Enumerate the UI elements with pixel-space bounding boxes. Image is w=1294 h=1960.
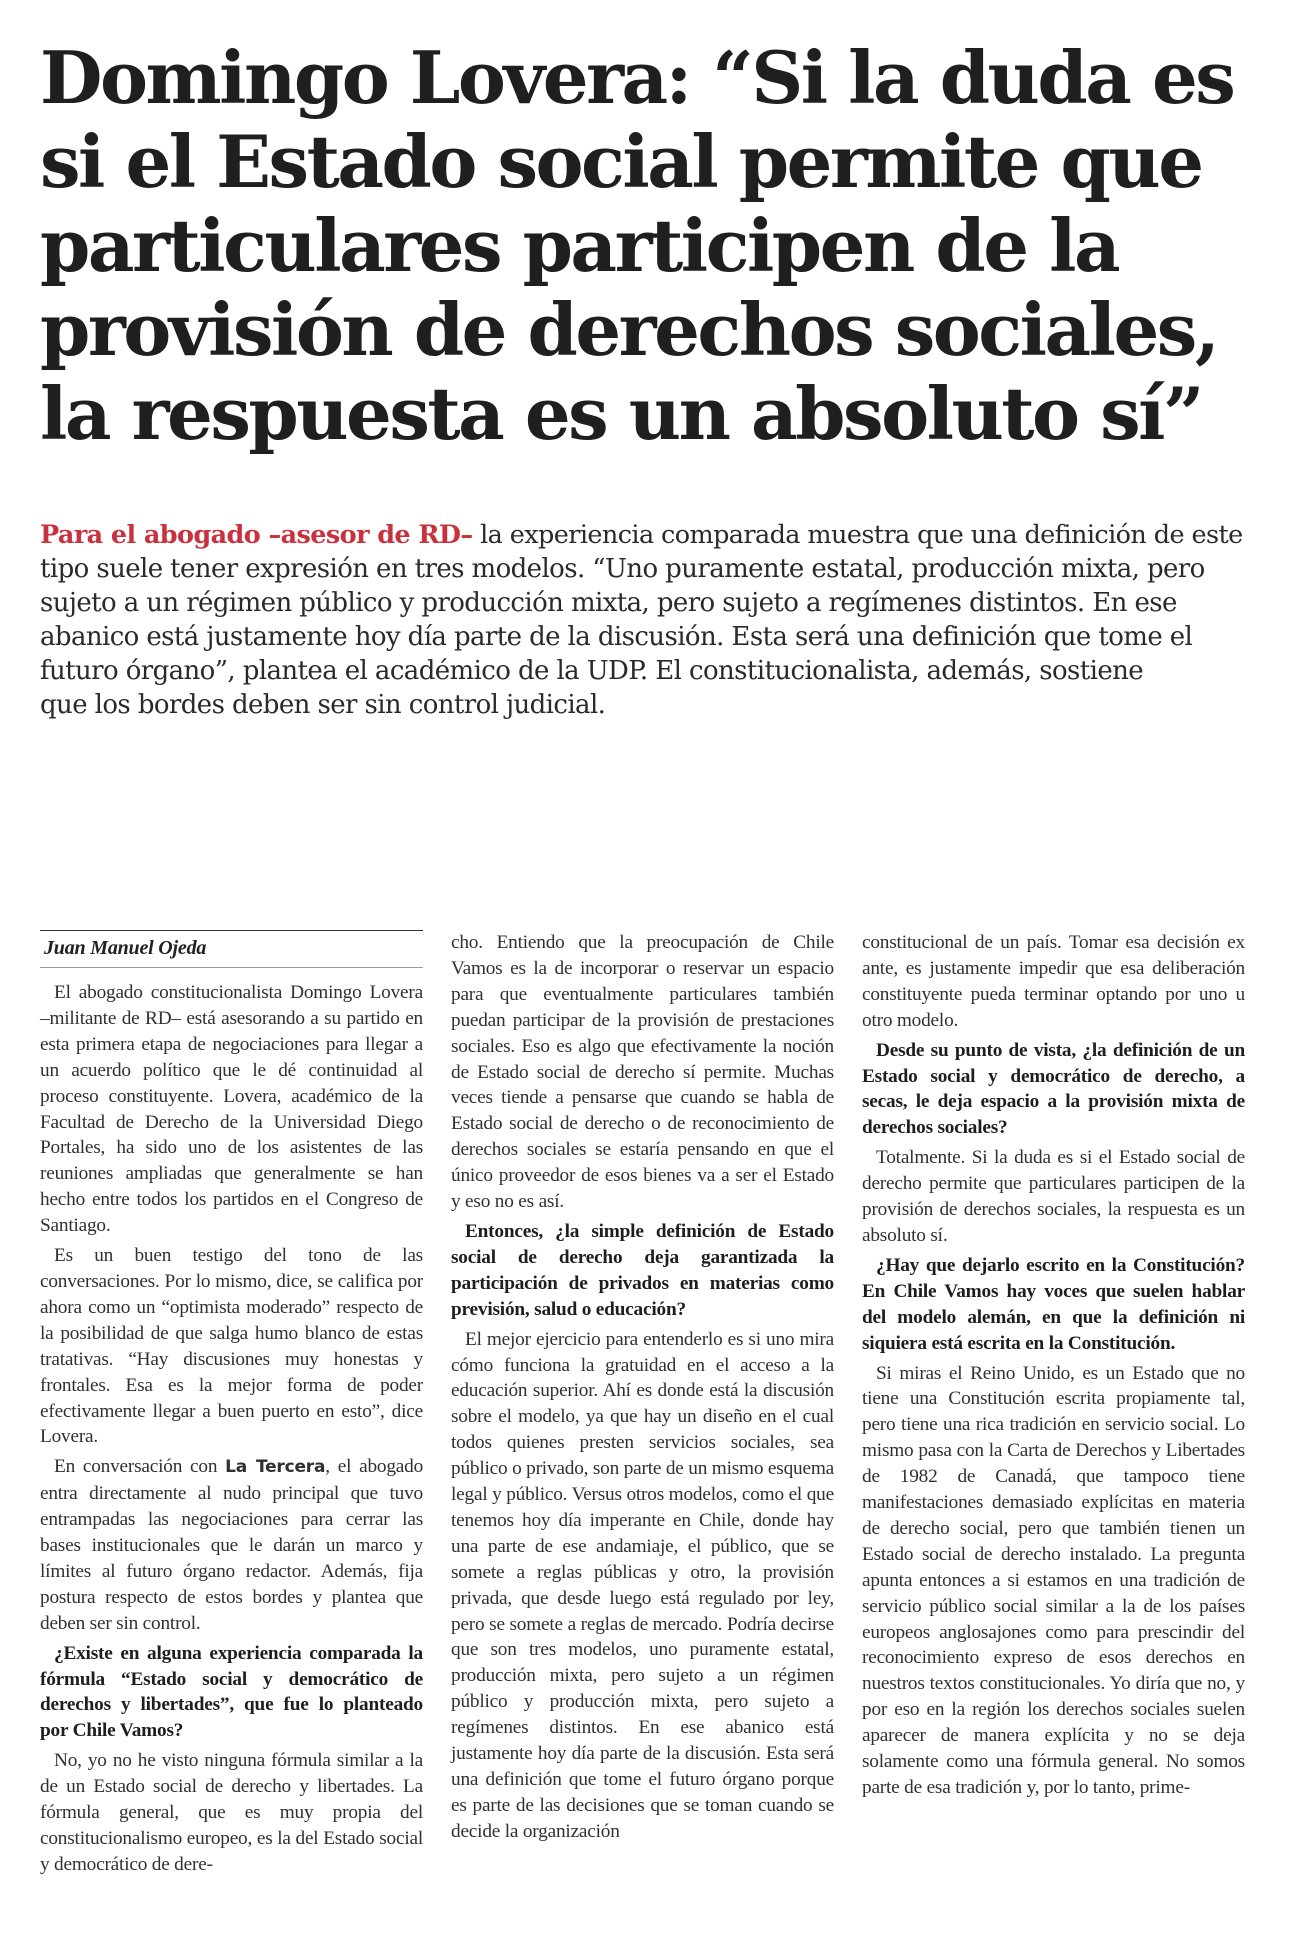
- headline-line: provisión de derechos sociales,: [40, 287, 1218, 372]
- lead-line: [40, 518, 1245, 552]
- lead-line: sujeto a un régimen público y producción mixta, pero sujeto a regímenes distintos. En ese: [40, 588, 1177, 618]
- interview-answer: Si miras el Reino Unido, es un Estado que no tiene una Constitución escrita propiamente tal, pero tiene una rica tradición en servicio social. Lo mismo pasa con la Carta de Derechos y Libertades de 1982 de Canadá, que tampoco tiene manifestaciones demasiado explícitas en materia de derecho social, pero que también tienen un Estado social de derecho instalado. La pregunta apunta entonces a si estamos en una tradición de servicio público social similar a la de los países europeos anglosajones como para prescindir del reconocimiento expreso de esos derechos en nuestros textos constitucionales. Yo diría que no, y por eso en la región los derechos sociales suelen aparecer de manera explícita y no se deja solamente como una fórmula general. No somos parte de esa tradición y, por lo tanto, prime-: [862, 1362, 1245, 1798]
- article-column-3: [862, 930, 1245, 1940]
- body-paragraph: El abogado constitucionalista Domingo Lovera –militante de RD– está asesorando a su partido en esta primera etapa de negociaciones para llegar a un acuerdo político que le dé continuidad al proceso constituyente. Lovera, académico de la Facultad de Derecho de la Universidad Diego Portales, ha sido uno de los asistentes de las reuniones ampliadas que generalmente se han hecho entre todos los partidos en el Congreso de Santiago.: [40, 982, 423, 1237]
- interview-question: ¿Hay que dejarlo escrito en la Constitución? En Chile Vamos hay voces que suelen hablar del modelo alemán, en que la definición ni siquiera está escrita en la Constitución.: [862, 1254, 1245, 1354]
- article-body: [40, 930, 1245, 1940]
- headline: [40, 36, 1260, 456]
- body-text: En conversación con: [54, 1456, 226, 1478]
- body-paragraph: constitucional de un país. Tomar esa decisión ex ante, es justamente impedir que esa deliberación constituyente pueda terminar optando por uno u otro modelo.: [862, 932, 1245, 1031]
- lead-line: tipo suele tener expresión en tres modelos. “Uno puramente estatal, producción mixta, pero: [40, 554, 1205, 584]
- lead-kicker: Para el abogado –asesor de RD–: [40, 520, 473, 550]
- interview-question: ¿Existe en alguna experiencia comparada la fórmula “Estado social y democrático de derechos y libertades”, que fue lo planteado por Chile Vamos?: [40, 1642, 423, 1742]
- interview-question: Entonces, ¿la simple definición de Estado social de derecho deja garantizada la participación de privados en materias como previsión, salud o educación?: [451, 1220, 834, 1320]
- newspaper-name: La Tercera: [225, 1457, 326, 1478]
- body-paragraph: [40, 1454, 423, 1636]
- interview-answer: Totalmente. Si la duda es si el Estado social de derecho permite que particulares participen de la provisión de derechos sociales, la respuesta es un absoluto sí.: [862, 1147, 1245, 1246]
- byline: Juan Manuel Ojeda: [40, 930, 423, 968]
- article-column-2: [451, 930, 834, 1940]
- lead-line: abanico está justamente hoy día parte de la discusión. Esta será una definición que tome el: [40, 622, 1193, 652]
- body-text: , el abogado entra directamente al nudo principal que tuvo entrampadas las negociaciones para cerrar las bases institucionales que le darán un marco y límites al futuro órgano redactor. Además, fija postura respecto de estos bordes y plantea que deben ser sin control.: [40, 1456, 424, 1634]
- headline-line: Domingo Lovera: “Si la duda es: [40, 35, 1234, 120]
- lead-line-rest: la experiencia comparada muestra que una definición de este: [472, 520, 1243, 550]
- lead-paragraph: [40, 518, 1245, 722]
- article-column-1: [40, 930, 423, 1940]
- headline-line: si el Estado social permite que: [40, 119, 1202, 204]
- interview-answer: El mejor ejercicio para entenderlo es si uno mira cómo funciona la gratuidad en el acceso a la educación superior. Ahí es donde está la discusión sobre el modelo, ya que hay un diseño en el cual todos quienes presten servicios sociales, sea público o privado, son parte de un mismo esquema legal y público. Versus otros modelos, como el que tenemos hoy día imperante en Chile, donde hay una parte de ese andamiaje, el público, que se somete a reglas públicas y otro, la provisión privada, que desde luego está regulado por ley, pero se somete a reglas de mercado. Podría decirse que son tres modelos, uno puramente estatal, producción mixta, pero sujeto a un régimen público y producción mixta, pero sujeto a regímenes distintos. En ese abanico está justamente hoy día parte de la discusión. Esta será una definición que tome el futuro órgano porque es parte de las decisiones que se toman cuando se decide la organización: [451, 1328, 834, 1842]
- headline-line: particulares participen de la: [40, 203, 1119, 288]
- lead-line: que los bordes deben ser sin control judicial.: [40, 690, 606, 720]
- lead-line: futuro órgano”, plantea el académico de la UDP. El constitucionalista, además, sostiene: [40, 656, 1144, 686]
- interview-question: Desde su punto de vista, ¿la definición de un Estado social y democrático de derecho, a secas, le deja espacio a la provisión mixta de derechos sociales?: [862, 1039, 1245, 1139]
- interview-answer: No, yo no he visto ninguna fórmula similar a la de un Estado social de derecho y libertades. La fórmula general, que es muy propia del constitucionalismo europeo, es la del Estado social y democrático de dere-: [40, 1750, 423, 1875]
- body-paragraph: cho. Entiendo que la preocupación de Chile Vamos es la de incorporar o reservar un espacio para que eventualmente particulares también puedan participar de la provisión de prestaciones sociales. Eso es algo que efectivamente la noción de Estado social de derecho sí permite. Muchas veces tiende a pensarse que cuando se habla de Estado social de derecho o de reconocimiento de derechos sociales se estaría pensando en que el único proveedor de esos bienes va a ser el Estado y eso no es así.: [451, 932, 834, 1213]
- body-paragraph: Es un buen testigo del tono de las conversaciones. Por lo mismo, dice, se califica por ahora como un “optimista moderado” respecto de la posibilidad de que salga humo blanco de estas tratativas. “Hay discusiones muy honestas y frontales. Esa es la mejor forma de poder efectivamente llegar a buen puerto en esto”, dice Lovera.: [40, 1245, 423, 1448]
- headline-line: la respuesta es un absoluto sí”: [40, 371, 1202, 456]
